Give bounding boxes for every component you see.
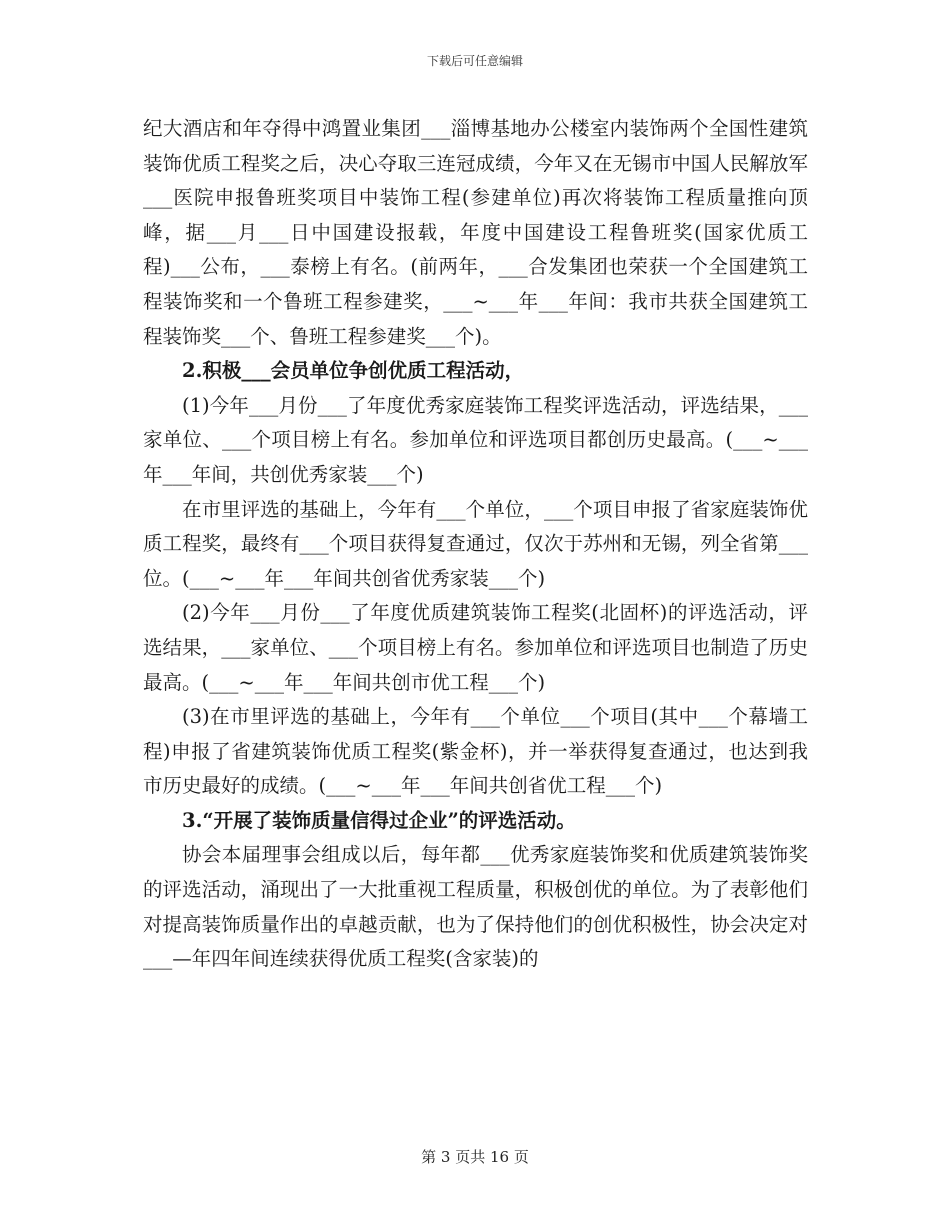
section-heading-3: 3.“开展了装饰质量信得过企业”的评选活动。 [182, 808, 576, 832]
paragraph-item-1: (1)今年___月份___了年度优秀家庭装饰工程奖评选活动，评选结果，___家单位、___个项目榜上有名。参加单位和评选项目都创历史最高。(___~___年___年间，共创优秀家装___个) [143, 393, 808, 486]
paragraph-item-2: (2)今年___月份___了年度优质建筑装饰工程奖(北固杯)的评选活动，评选结果，___家单位、___个项目榜上有名。参加单位和评选项目也制造了历史最高。(___~___年___年间共创市优工程___个) [143, 601, 808, 694]
paragraph-province-family: 在市里评选的基础上，今年有___个单位，___个项目申报了省家庭装饰优质工程奖，最终有___个项目获得复查通过，仅次于苏州和无锡，列全省第___位。(___~___年___年间共创省优秀家装___个) [143, 497, 808, 590]
section-heading-2: 2.积极___会员单位争创优质工程活动， [182, 359, 525, 383]
paragraph-association: 协会本届理事会组成以后，每年都___优秀家庭装饰奖和优质建筑装饰奖的评选活动，涌现出了一大批重视工程质量，积极创优的单位。为了表彰他们对提高装饰质量作出的卓越贡献，也为了保持他们的创优积极性，协会决定对___—年四年间连续获得优质工程奖(含家装)的 [143, 843, 808, 971]
paragraph-item-3: (3)在市里评选的基础上，今年有___个单位___个项目(其中___个幕墙工程)申报了省建筑装饰优质工程奖(紫金杯)，并一举获得复查通过，也达到我市历史最好的成绩。(___~___年___年间共创省优工程___个) [143, 705, 808, 798]
paragraph-continuation: 纪大酒店和年夺得中鸿置业集团___淄博基地办公楼室内装饰两个全国性建筑装饰优质工程奖之后，决心夺取三连冠成绩，今年又在无锡市中国人民解放军___医院申报鲁班奖项目中装饰工程(参建单位)再次将装饰工程质量推向顶峰，据___月___日中国建设报载，年度中国建设工程鲁班奖(国家优质工程)___公布，___泰榜上有名。(前两年，___合发集团也荣获一个全国建筑工程装饰奖和一个鲁班工程参建奖，___~___年___年间：我市共获全国建筑工程装饰奖___个、鲁班工程参建奖___个)。 [143, 117, 808, 348]
document-body [143, 112, 808, 977]
page-header: 下载后可任意编辑 [426, 54, 523, 68]
page-footer: 第 3 页共 16 页 [421, 1148, 529, 1166]
